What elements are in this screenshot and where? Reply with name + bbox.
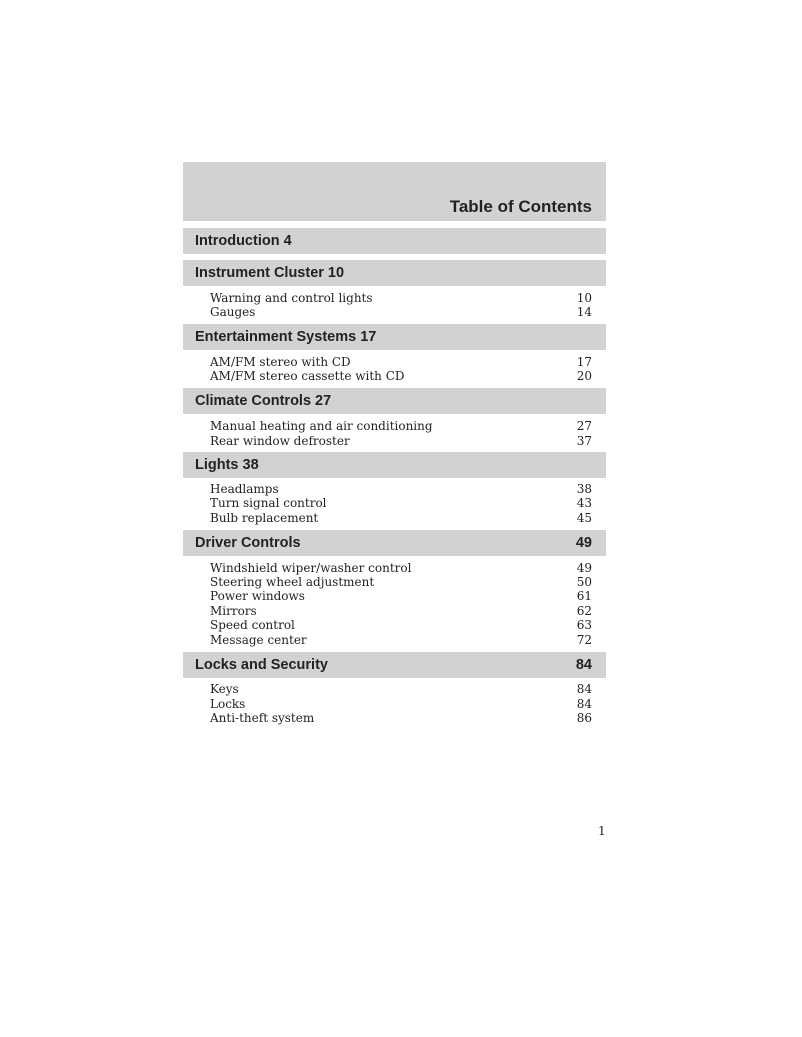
entry-page: 37 [576, 434, 592, 448]
toc-entry[interactable] [210, 633, 592, 648]
entry-label: Manual heating and air conditioning [210, 419, 433, 433]
section-entertainment-systems[interactable] [183, 324, 606, 350]
entry-page: 63 [576, 618, 592, 632]
toc-entry[interactable] [210, 511, 592, 526]
entry-page: 38 [576, 482, 592, 496]
section-name: Introduction 4 [195, 233, 292, 249]
entry-page: 62 [576, 604, 592, 618]
entry-page: 84 [576, 697, 592, 711]
entry-page: 50 [576, 575, 592, 589]
section-instrument-cluster[interactable] [183, 260, 606, 286]
toc-entry[interactable] [210, 561, 592, 576]
entry-page: 86 [576, 711, 592, 725]
section-name: Instrument Cluster 10 [195, 265, 345, 281]
section-name: Lights 38 [195, 457, 259, 473]
entry-page: 43 [576, 496, 592, 510]
toc-entry[interactable] [210, 434, 592, 449]
toc-entry[interactable] [210, 711, 592, 726]
page-title: Table of Contents [449, 197, 592, 216]
section-lights[interactable] [183, 452, 606, 478]
toc-entry[interactable] [210, 575, 592, 590]
entry-label: AM/FM stereo cassette with CD [210, 369, 405, 383]
entry-page: 14 [576, 305, 592, 319]
entry-page: 84 [576, 682, 592, 696]
toc-entry[interactable] [210, 291, 592, 306]
entry-page: 49 [576, 561, 592, 575]
entry-label: Bulb replacement [210, 511, 319, 525]
entry-page: 10 [576, 291, 592, 305]
toc-entry[interactable] [210, 355, 592, 370]
entry-page: 45 [576, 511, 592, 525]
toc-entry[interactable] [210, 682, 592, 697]
entry-label: Headlamps [210, 482, 279, 496]
entry-label: Keys [210, 682, 239, 696]
entry-label: Locks [210, 697, 246, 711]
section-name: Driver Controls [195, 535, 301, 551]
entry-page: 72 [576, 633, 592, 647]
toc-entry[interactable] [210, 369, 592, 384]
section-introduction[interactable] [183, 228, 606, 254]
entry-label: Anti-theft system [210, 711, 315, 725]
toc-entry[interactable] [210, 618, 592, 633]
entry-label: Gauges [210, 305, 256, 319]
section-name: Climate Controls 27 [195, 393, 332, 409]
toc-entry[interactable] [210, 419, 592, 434]
entry-page: 27 [576, 419, 592, 433]
section-name: Locks and Security [195, 657, 328, 673]
entry-label: Turn signal control [210, 496, 327, 510]
page-header [183, 162, 606, 221]
entry-label: Warning and control lights [210, 291, 373, 305]
entry-label: Mirrors [210, 604, 257, 618]
entry-page: 17 [576, 355, 592, 369]
section-name: Entertainment Systems 17 [195, 329, 377, 345]
entry-label: AM/FM stereo with CD [210, 355, 351, 369]
toc-entry[interactable] [210, 604, 592, 619]
section-climate-controls[interactable] [183, 388, 606, 414]
section-page: 49 [575, 535, 592, 551]
entry-label: Speed control [210, 618, 295, 632]
toc-entry[interactable] [210, 496, 592, 511]
page-number: 1 [598, 824, 606, 838]
section-page: 84 [575, 657, 592, 673]
entry-label: Windshield wiper/washer control [210, 561, 412, 575]
section-driver-controls[interactable] [183, 530, 606, 556]
entry-page: 61 [576, 589, 592, 603]
section-locks-and-security[interactable] [183, 652, 606, 678]
entry-page: 20 [576, 369, 592, 383]
toc-entry[interactable] [210, 482, 592, 497]
entry-label: Power windows [210, 589, 305, 603]
entry-label: Steering wheel adjustment [210, 575, 375, 589]
entry-label: Message center [210, 633, 307, 647]
entry-label: Rear window defroster [210, 434, 350, 448]
toc-entry[interactable] [210, 697, 592, 712]
toc-entry[interactable] [210, 305, 592, 320]
toc-entry[interactable] [210, 589, 592, 604]
